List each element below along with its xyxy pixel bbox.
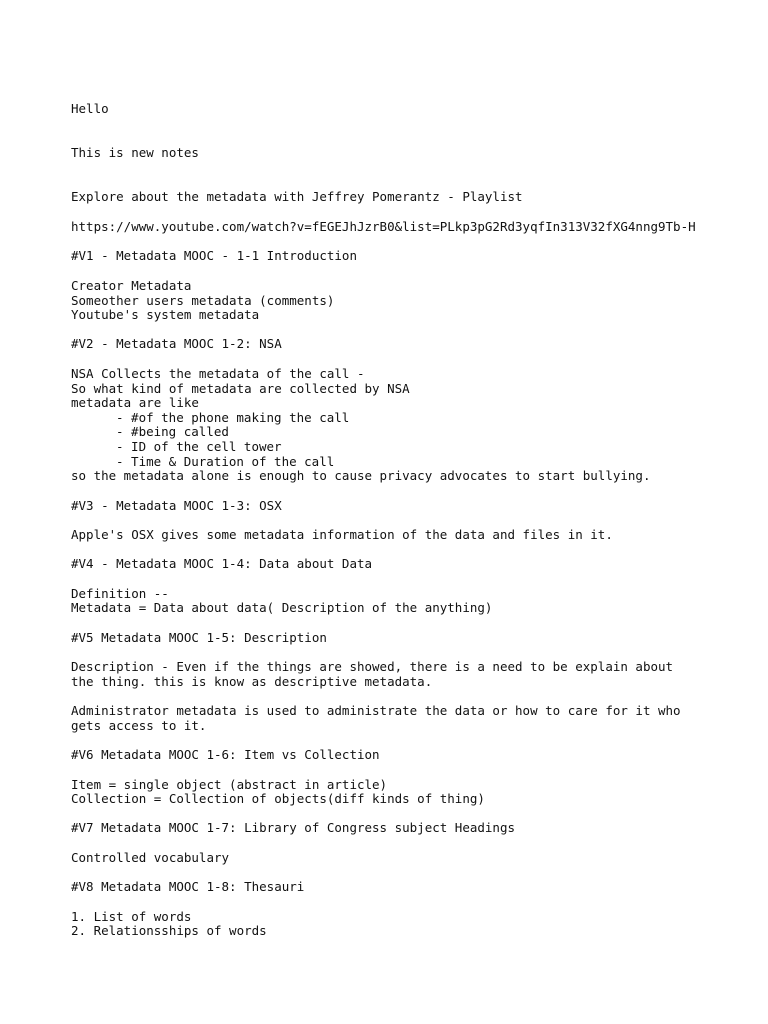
section-heading-v5: #V5 Metadata MOOC 1-5: Description [71, 630, 327, 645]
v6-line: Item = single object (abstract in article) [71, 777, 388, 792]
v4-line: Definition -- [71, 586, 169, 601]
v2-conclusion: so the metadata alone is enough to cause privacy advocates to start bullying. [71, 468, 651, 483]
v1-line: Someother users metadata (comments) [71, 293, 335, 308]
intro-line: This is new notes [71, 145, 199, 160]
v2-line: So what kind of metadata are collected by NSA [71, 381, 410, 396]
v2-line: NSA Collects the metadata of the call - [71, 366, 365, 381]
v2-bullet: - Time & Duration of the call [116, 454, 335, 469]
v2-bullet: - #of the phone making the call [116, 410, 350, 425]
v5-para1-line: the thing. this is know as descriptive metadata. [71, 674, 433, 689]
v4-line: Metadata = Data about data( Description of the anything) [71, 600, 493, 615]
section-heading-v3: #V3 - Metadata MOOC 1-3: OSX [71, 498, 282, 513]
section-heading-v1: #V1 - Metadata MOOC - 1-1 Introduction [71, 248, 357, 263]
section-heading-v7: #V7 Metadata MOOC 1-7: Library of Congress subject Headings [71, 820, 516, 835]
v1-line: Youtube's system metadata [71, 307, 260, 322]
section-heading-v8: #V8 Metadata MOOC 1-8: Thesauri [71, 879, 305, 894]
v8-line: 1. List of words [71, 909, 192, 924]
v2-bullet: - ID of the cell tower [116, 439, 282, 454]
v2-line: metadata are like [71, 395, 199, 410]
v2-bullet: - #being called [116, 424, 229, 439]
section-heading-v6: #V6 Metadata MOOC 1-6: Item vs Collection [71, 747, 380, 762]
v6-line: Collection = Collection of objects(diff kinds of thing) [71, 791, 485, 806]
section-heading-v2: #V2 - Metadata MOOC 1-2: NSA [71, 336, 282, 351]
v8-line: 2. Relationsships of words [71, 923, 267, 938]
v5-para2-line: gets access to it. [71, 718, 207, 733]
greeting-line: Hello [71, 101, 109, 116]
section-heading-v4: #V4 - Metadata MOOC 1-4: Data about Data [71, 556, 373, 571]
playlist-url: https://www.youtube.com/watch?v=fEGEJhJzrB0&list=PLkp3pG2Rd3yqfIn313V32fXG4nng9Tb-H [71, 219, 696, 234]
v5-para1-line: Description - Even if the things are showed, there is a need to be explain about [71, 659, 674, 674]
v7-text: Controlled vocabulary [71, 850, 230, 865]
v1-line: Creator Metadata [71, 278, 192, 293]
playlist-title: Explore about the metadata with Jeffrey Pomerantz - Playlist [71, 189, 523, 204]
v3-text: Apple's OSX gives some metadata information of the data and files in it. [71, 527, 613, 542]
v5-para2-line: Administrator metadata is used to administrate the data or how to care for it who [71, 703, 681, 718]
